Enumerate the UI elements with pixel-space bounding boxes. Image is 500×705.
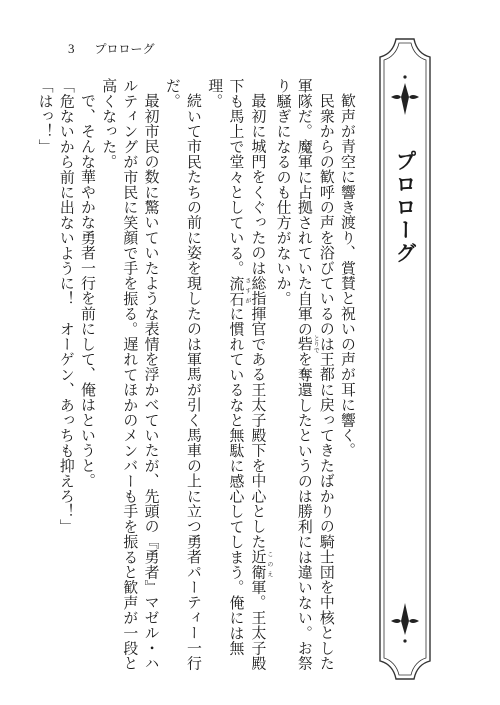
- diamond-ornament-bottom-icon: [391, 603, 419, 643]
- paragraph: 「はっ！」: [36, 78, 55, 154]
- paragraph: 歓声が青空に響き渡り、賞賛と祝いの声が耳に響く。: [339, 92, 357, 458]
- ruby-annotation: 砦とりで: [295, 335, 320, 354]
- paragraph: 続いて市民たちの前に姿を現したのは軍馬が引く馬車の上に立つ勇者パーティー一行だ。: [163, 78, 203, 671]
- chapter-banner: [374, 35, 436, 683]
- ruby-annotation: 近衛このえ: [249, 548, 273, 580]
- paragraph: で、そんな華やかな勇者一行を前にして、俺はというと。: [78, 92, 97, 489]
- paragraph: 最初市民の数に驚いていたような表情を浮かべていたが、先頭の『勇者』マゼル・ハルティングが市民に笑顔で手を振る。遅れてほかのメンバーも手を振ると歓声が一段と高くなった。: [100, 78, 161, 671]
- ornamental-frame-icon: [374, 35, 436, 683]
- running-title: プロローグ: [94, 42, 155, 56]
- running-head: [68, 40, 155, 57]
- paragraph: 最初に城門をくぐったのは総指揮官である王太子殿下を中心とした近衛このえ軍。王太子殿下も馬上で堂々としている。流石さすがに慣れているなと無駄に感心してしまう。俺には無理。: [206, 78, 273, 671]
- body-text: [36, 78, 358, 676]
- ruby-annotation: 流石さすが: [227, 275, 251, 307]
- diamond-ornament-top-icon: [391, 75, 419, 115]
- paragraph: 民衆からの歓呼の声を浴びているのは王都に戻ってきたばかりの騎士団を中核とした軍隊だ。魔軍に占拠されていた自軍の砦とりでを奪還したというのは勝利には違いない。お祭り騒ぎになるのも仕方がないか。: [274, 78, 336, 671]
- page-number: 3: [68, 41, 75, 56]
- paragraph: 「危ないから前に出ないように！ オーゲン、あっちも抑えろ！」: [57, 78, 76, 534]
- chapter-title: プロローグ: [393, 150, 417, 265]
